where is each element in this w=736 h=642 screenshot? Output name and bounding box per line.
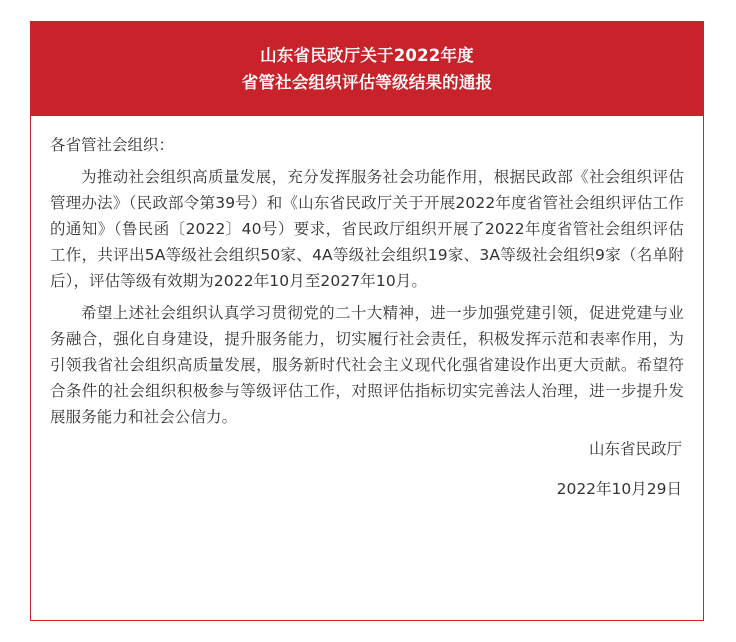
title-banner	[31, 22, 703, 116]
notice-card	[30, 21, 704, 621]
title-line-1: 山东省民政厅关于2022年度	[260, 46, 474, 65]
paragraph-2: 希望上述社会组织认真学习贯彻党的二十大精神，进一步加强党建引领，促进党建与业务融合，强化自身建设，提升服务能力，切实履行社会责任，积极发挥示范和表率作用，为引领我省社会组织高质量发展，服务新时代社会主义现代化强省建设作出更大贡献。希望符合条件的社会组织积极参与等级评估工作，对照评估指标切实完善法人治理，进一步提升发展服务能力和社会公信力。	[50, 304, 684, 426]
issuer-signature: 山东省民政厅	[588, 440, 682, 458]
salutation: 各省管社会组织：	[50, 136, 175, 154]
notice-body	[31, 116, 703, 502]
issue-date: 2022年10月29日	[556, 480, 682, 498]
paragraph-1: 为推动社会组织高质量发展，充分发挥服务社会功能作用，根据民政部《社会组织评估管理办法》（民政部令第39号）和《山东省民政厅关于开展2022年度省管社会组织评估工作的通知》（鲁民函〔2022〕40号）要求，省民政厅组织开展了2022年度省管社会组织评估工作，共评出5A等级社会组织50家、4A等级社会组织19家、3A等级社会组织9家（名单附后），评估等级有效期为2022年10月至2027年10月。	[50, 168, 684, 290]
title-line-2: 省管社会组织评估等级结果的通报	[241, 73, 493, 92]
